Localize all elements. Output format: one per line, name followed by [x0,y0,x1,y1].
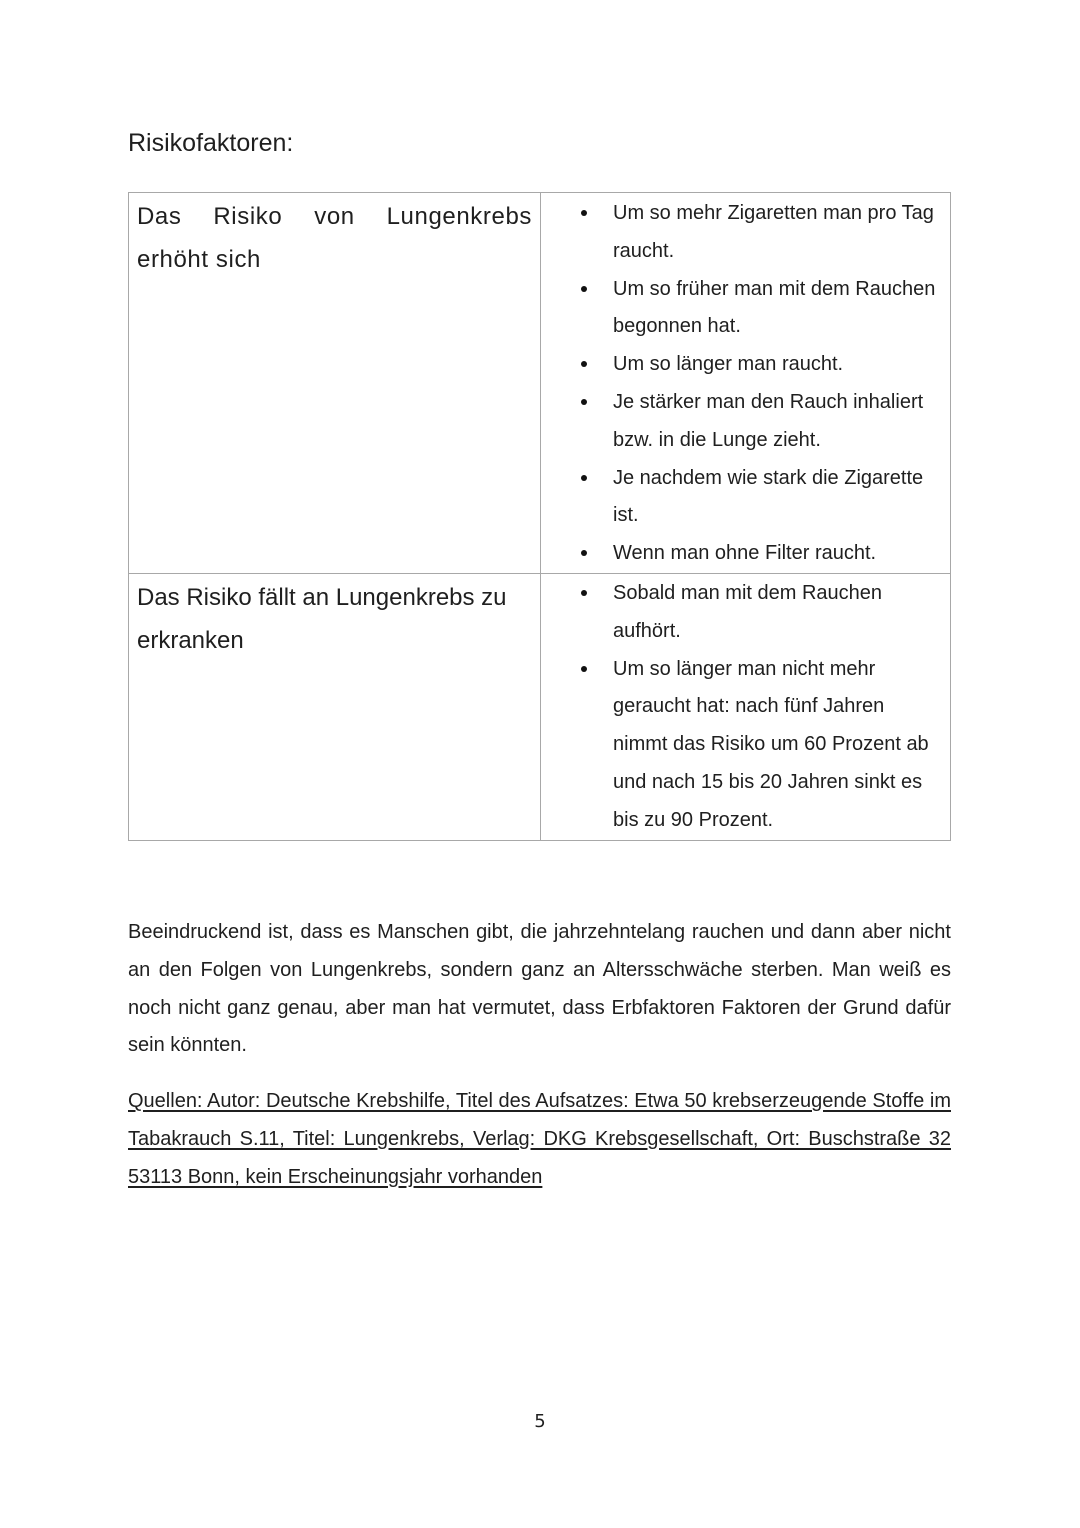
risk-increases-label: Das Risiko von Lungenkrebs erhöht sich [137,203,532,273]
table-label-cell [129,193,541,574]
list-item [541,575,950,651]
table-row-risk-decreases [129,573,951,840]
list-item [541,460,950,536]
table-list-cell [541,193,951,574]
page-heading: Risikofaktoren: [128,129,294,157]
bullet-icon [581,361,587,367]
list-item-text: Je stärker man den Rauch inhaliert bzw. in die Lunge zieht. [613,390,924,451]
bullet-icon [581,399,587,405]
list-item-text: Um so mehr Zigaretten man pro Tag raucht. [613,202,934,262]
list-item-text: Sobald man mit dem Rauchen aufhört. [613,581,883,642]
list-item-text: Um so länger man raucht. [613,353,844,376]
bullet-icon [581,475,587,481]
table-row-risk-increases [129,193,951,574]
list-item [541,346,950,384]
list-item-text: Um so länger man nicht mehr geraucht hat: nach fünf Jahren nimmt das Risiko um 60 Prozent ab und nach 15 bis 20 Jahren sinkt es bis zu 90 Prozent. [613,657,929,831]
table-list-cell [541,573,951,840]
list-item-text: Wenn man ohne Filter raucht. [613,542,877,565]
risk-decreases-label: Das Risiko fällt an Lungenkrebs zu erkranken [137,583,507,654]
body-paragraph: Beeindruckend ist, dass es Manschen gibt, die jahrzehntelang rauchen und dann aber nicht an den Folgen von Lungenkrebs, sondern ganz an Altersschwäche sterben. Man weiß es noch nicht ganz genau, aber man hat vermutet, dass Erbfaktoren Faktoren der Grund dafür sein könnten. [128,921,951,1057]
bullet-icon [581,210,587,216]
sources-citation: Quellen: Autor: Deutsche Krebshilfe, Titel des Aufsatzes: Etwa 50 krebserzeugende Stoffe im Tabakrauch S.11, Titel: Lungenkrebs, Verlag: DKG Krebsgesellschaft, Ort: Buschstraße 32 53113 Bonn, kein Erscheinungsjahr vorhanden [128,1090,951,1188]
list-item-text: Um so früher man mit dem Rauchen begonnen hat. [613,277,936,338]
table-label-cell [129,573,541,840]
list-item [541,271,950,347]
bullet-icon [581,286,587,292]
risk-increases-list [541,193,950,573]
risk-factors-table [128,192,951,841]
bullet-icon [581,666,587,672]
list-item [541,535,950,573]
list-item [541,651,950,840]
page-number: 5 [534,1411,546,1432]
risk-decreases-list [541,574,950,840]
bullet-icon [581,550,587,556]
bullet-icon [581,590,587,596]
list-item [541,384,950,460]
list-item-text: Je nachdem wie stark die Zigarette ist. [613,466,924,527]
list-item [541,195,950,271]
